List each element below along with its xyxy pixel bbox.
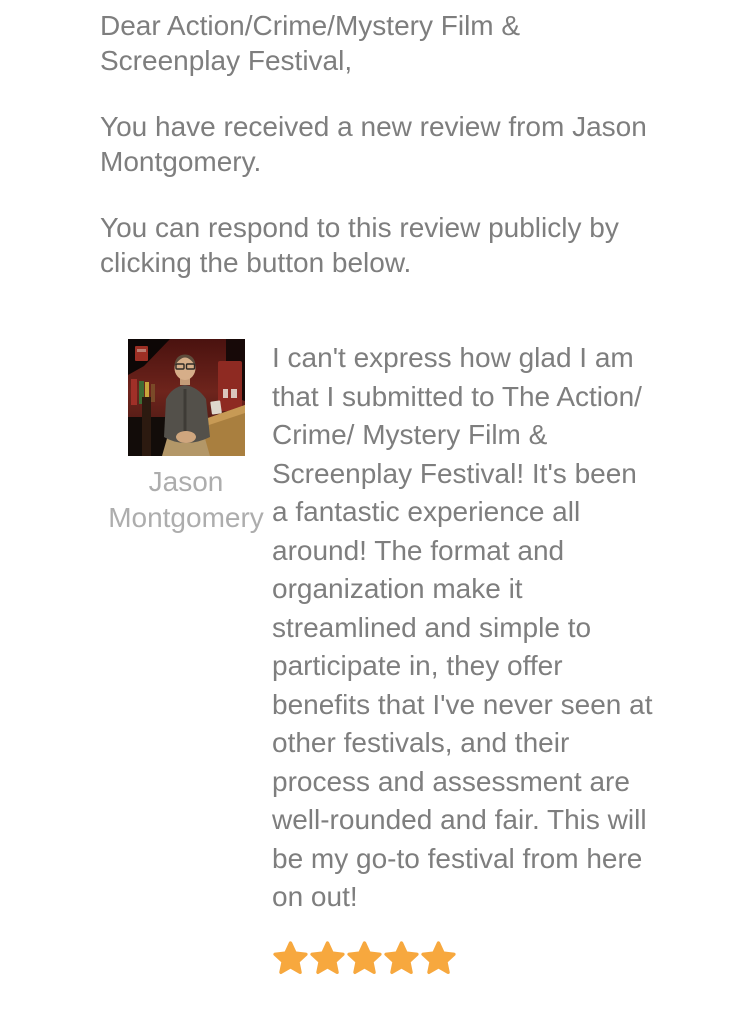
star-icon [309,939,346,976]
reviewer-avatar-photo [128,339,245,456]
reviewer-name: Jason Montgomery [108,466,264,533]
notification-text: You have received a new review from Jason Montgomery. [100,111,647,177]
reviewer-photo-illustration [128,339,245,456]
star-icon [346,939,383,976]
review-card [100,339,744,976]
star-icon [420,939,457,976]
star-icon [383,939,420,976]
star-rating [272,939,657,976]
star-icon [272,939,309,976]
review-column [272,339,657,976]
instruction-text: You can respond to this review publicly by clicking the button below. [100,212,619,278]
greeting-text: Dear Action/Crime/Mystery Film & Screenplay Festival, [100,10,521,76]
reviewer-column [100,339,272,536]
review-text: I can't express how glad I am that I submitted to The Action/ Crime/ Mystery Film & Screenplay Festival! It's been a fantastic experience all around! The format and organization make it streamlined and simple to participate in, they offer benefits that I've never seen at other festivals, and their process and assessment are well-rounded and fair. This will be my go-to festival from here on out! [272,342,653,912]
